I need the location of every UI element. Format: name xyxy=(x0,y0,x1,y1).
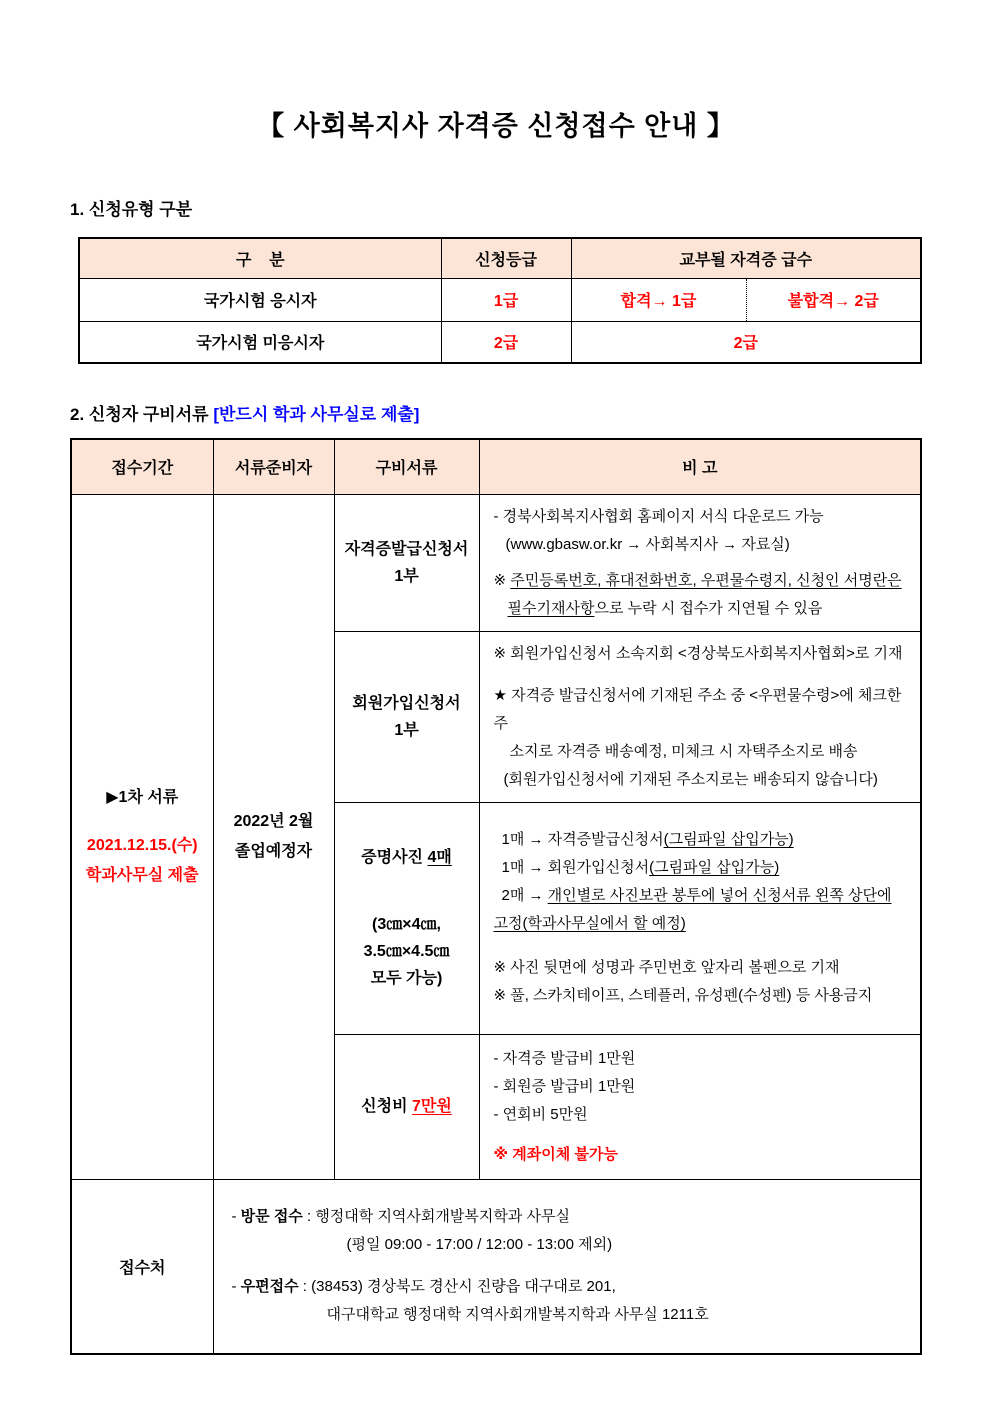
remark-photo-cell xyxy=(479,802,921,1034)
remark-underlined: 주민등록번호, 휴대전화번호, 우편물수령지, 신청인 서명란은 xyxy=(510,571,902,589)
remark-line: ※ 회원가입신청서 소속지회 <경상북도사회복지사협회>로 기재 xyxy=(493,644,903,662)
remark-underlined: (그림파일 삽입가능) xyxy=(649,859,780,876)
remark-line: - 경북사회복지사협회 홈페이지 서식 다운로드 가능 xyxy=(493,507,824,525)
fee-label: 신청비 xyxy=(361,1098,412,1115)
spacer xyxy=(494,1129,913,1141)
preparer-line1: 2022년 2월 xyxy=(233,812,314,830)
remark-underlined: 고정(학과사무실에서 할 예정) xyxy=(493,915,686,932)
remark-line: 소지로 자격증 배송예정, 미체크 시 자택주소지로 배송 xyxy=(509,742,858,760)
remark-line xyxy=(494,595,913,623)
issued-grade-value: 2급 xyxy=(571,321,921,363)
remark-underlined: (그림파일 삽입가능) xyxy=(663,831,794,848)
remark-line: (www.gbasw.or.kr → 사회복지사 → 자료실) xyxy=(505,535,790,553)
table-row xyxy=(71,1179,921,1354)
dash: - xyxy=(231,1278,241,1296)
remark-line: (회원가입신청서에 기재된 주소지로는 배송되지 않습니다) xyxy=(503,770,878,788)
application-type-header-row xyxy=(79,238,921,278)
remark-line xyxy=(494,854,913,882)
remark-line: - 연회비 5만원 xyxy=(493,1105,588,1123)
spacer xyxy=(494,668,913,682)
preparer-cell xyxy=(213,494,334,1179)
document-title: 【 사회복지사 자격증 신청접수 안내 】 xyxy=(257,111,735,141)
header-period: 접수기간 xyxy=(71,439,213,494)
remark-line: ※ 사진 뒷면에 성명과 주민번호 앞자리 볼펜으로 기재 xyxy=(493,959,840,976)
doc-name-text: 증명사진 xyxy=(361,849,428,866)
required-documents-table xyxy=(70,438,922,1355)
pass-result: 합격→ 1급 xyxy=(571,278,746,321)
section2-heading-note: [반드시 학과 사무실로 제출] xyxy=(213,405,420,424)
header-category: 구 분 xyxy=(79,238,441,278)
document-cert-form-cell xyxy=(334,494,479,631)
header-issued-grade: 교부될 자격증 급수 xyxy=(571,238,921,278)
visit-reception-place: : 행정대학 지역사회개발복지학과 사무실 xyxy=(302,1208,570,1226)
remark-no-transfer: ※ 계좌이체 불가능 xyxy=(493,1145,618,1163)
spacer xyxy=(494,938,913,954)
document-member-form-cell xyxy=(334,631,479,802)
office-detail-cell xyxy=(213,1179,921,1354)
preparer-line2: 졸업예정자 xyxy=(234,842,313,860)
remark-line xyxy=(494,826,913,854)
submission-period-cell xyxy=(71,494,213,1179)
table-row xyxy=(71,494,921,631)
remark-text: 으로 누락 시 접수가 지연될 수 있음 xyxy=(594,599,823,617)
mail-address-line2: 대구대학교 행정대학 지역사회개발복지학과 사무실 1211호 xyxy=(326,1306,709,1324)
period-date: 2021.12.15.(수) xyxy=(86,836,198,854)
doc-count: 1부 xyxy=(394,721,419,739)
remark-text: 1매 → 자격증발급신청서 xyxy=(501,831,664,848)
header-documents: 구비서류 xyxy=(334,439,479,494)
period-place: 학과사무실 제출 xyxy=(85,866,199,884)
fee-amount: 7만원 xyxy=(412,1098,452,1115)
remark-line: ★ 자격증 발급신청서에 기재된 주소 중 <우편물수령>에 체크한 주 xyxy=(493,686,906,732)
visit-reception-label: 방문 접수 xyxy=(240,1208,303,1226)
table-row xyxy=(79,278,921,321)
remark-member-form-cell xyxy=(479,631,921,802)
remark-line: ※ 풀, 스카치테이프, 스테플러, 유성펜(수성펜) 등 사용금지 xyxy=(493,987,873,1004)
photo-size-line: (3㎝×4㎝, xyxy=(372,916,441,933)
fee-line xyxy=(335,1093,479,1120)
period-phase: ▶1차 서류 xyxy=(106,788,179,806)
remark-line xyxy=(494,882,913,910)
grade-value: 2급 xyxy=(441,321,571,363)
section2-heading-text: 2. 신청자 구비서류 xyxy=(70,405,214,424)
section1-heading: 1. 신청유형 구분 xyxy=(70,200,193,219)
header-grade: 신청등급 xyxy=(441,238,571,278)
office-label-cell: 접수처 xyxy=(71,1179,213,1354)
required-documents-header-row xyxy=(71,439,921,494)
remark-marker: ※ xyxy=(493,571,511,589)
doc-count-underlined: 4매 xyxy=(427,849,452,866)
remark-fee-cell xyxy=(479,1034,921,1179)
doc-name xyxy=(335,844,479,871)
remark-text: 2매 → xyxy=(501,887,548,904)
remark-underlined: 필수기재사항 xyxy=(507,599,595,617)
category-exam-taker: 국가시험 응시자 xyxy=(79,278,441,321)
remark-underlined: 개인별로 사진보관 봉투에 넣어 신청서류 왼쪽 상단에 xyxy=(547,887,892,904)
header-remark: 비 고 xyxy=(479,439,921,494)
doc-name: 자격증발급신청서 xyxy=(344,540,469,558)
section2-heading xyxy=(70,400,992,425)
header-preparer: 서류준비자 xyxy=(213,439,334,494)
remark-line: - 회원증 발급비 1만원 xyxy=(493,1077,636,1095)
doc-name: 회원가입신청서 xyxy=(352,694,461,712)
photo-size-line: 3.5㎝×4.5㎝ xyxy=(363,943,450,960)
spacer xyxy=(72,813,213,831)
mail-reception-label: 우편접수 xyxy=(240,1278,299,1296)
spacer xyxy=(232,1259,913,1273)
table-row xyxy=(79,321,921,363)
remark-text: 1매 → 회원가입신청서 xyxy=(501,859,650,876)
document-fee-cell xyxy=(334,1034,479,1179)
category-non-exam-taker: 국가시험 미응시자 xyxy=(79,321,441,363)
fail-result: 불합격→ 2급 xyxy=(746,278,921,321)
document-photo-cell xyxy=(334,802,479,1034)
spacer xyxy=(494,559,913,567)
doc-count: 1부 xyxy=(394,567,419,585)
photo-size-line: 모두 가능) xyxy=(370,970,443,987)
grade-value: 1급 xyxy=(441,278,571,321)
mail-address-line1: : (38453) 경상북도 경산시 진량읍 대구대로 201, xyxy=(298,1278,616,1296)
visit-reception-line xyxy=(232,1203,913,1231)
remark-line: - 자격증 발급비 1만원 xyxy=(493,1049,636,1067)
spacer xyxy=(335,871,479,911)
dash: - xyxy=(231,1208,241,1226)
application-type-table xyxy=(78,237,922,364)
mail-reception-line xyxy=(232,1273,913,1301)
visit-hours-line: (평일 09:00 - 17:00 / 12:00 - 13:00 제외) xyxy=(346,1236,613,1254)
remark-line xyxy=(494,567,913,595)
remark-line xyxy=(494,910,913,938)
remark-cert-form-cell xyxy=(479,494,921,631)
